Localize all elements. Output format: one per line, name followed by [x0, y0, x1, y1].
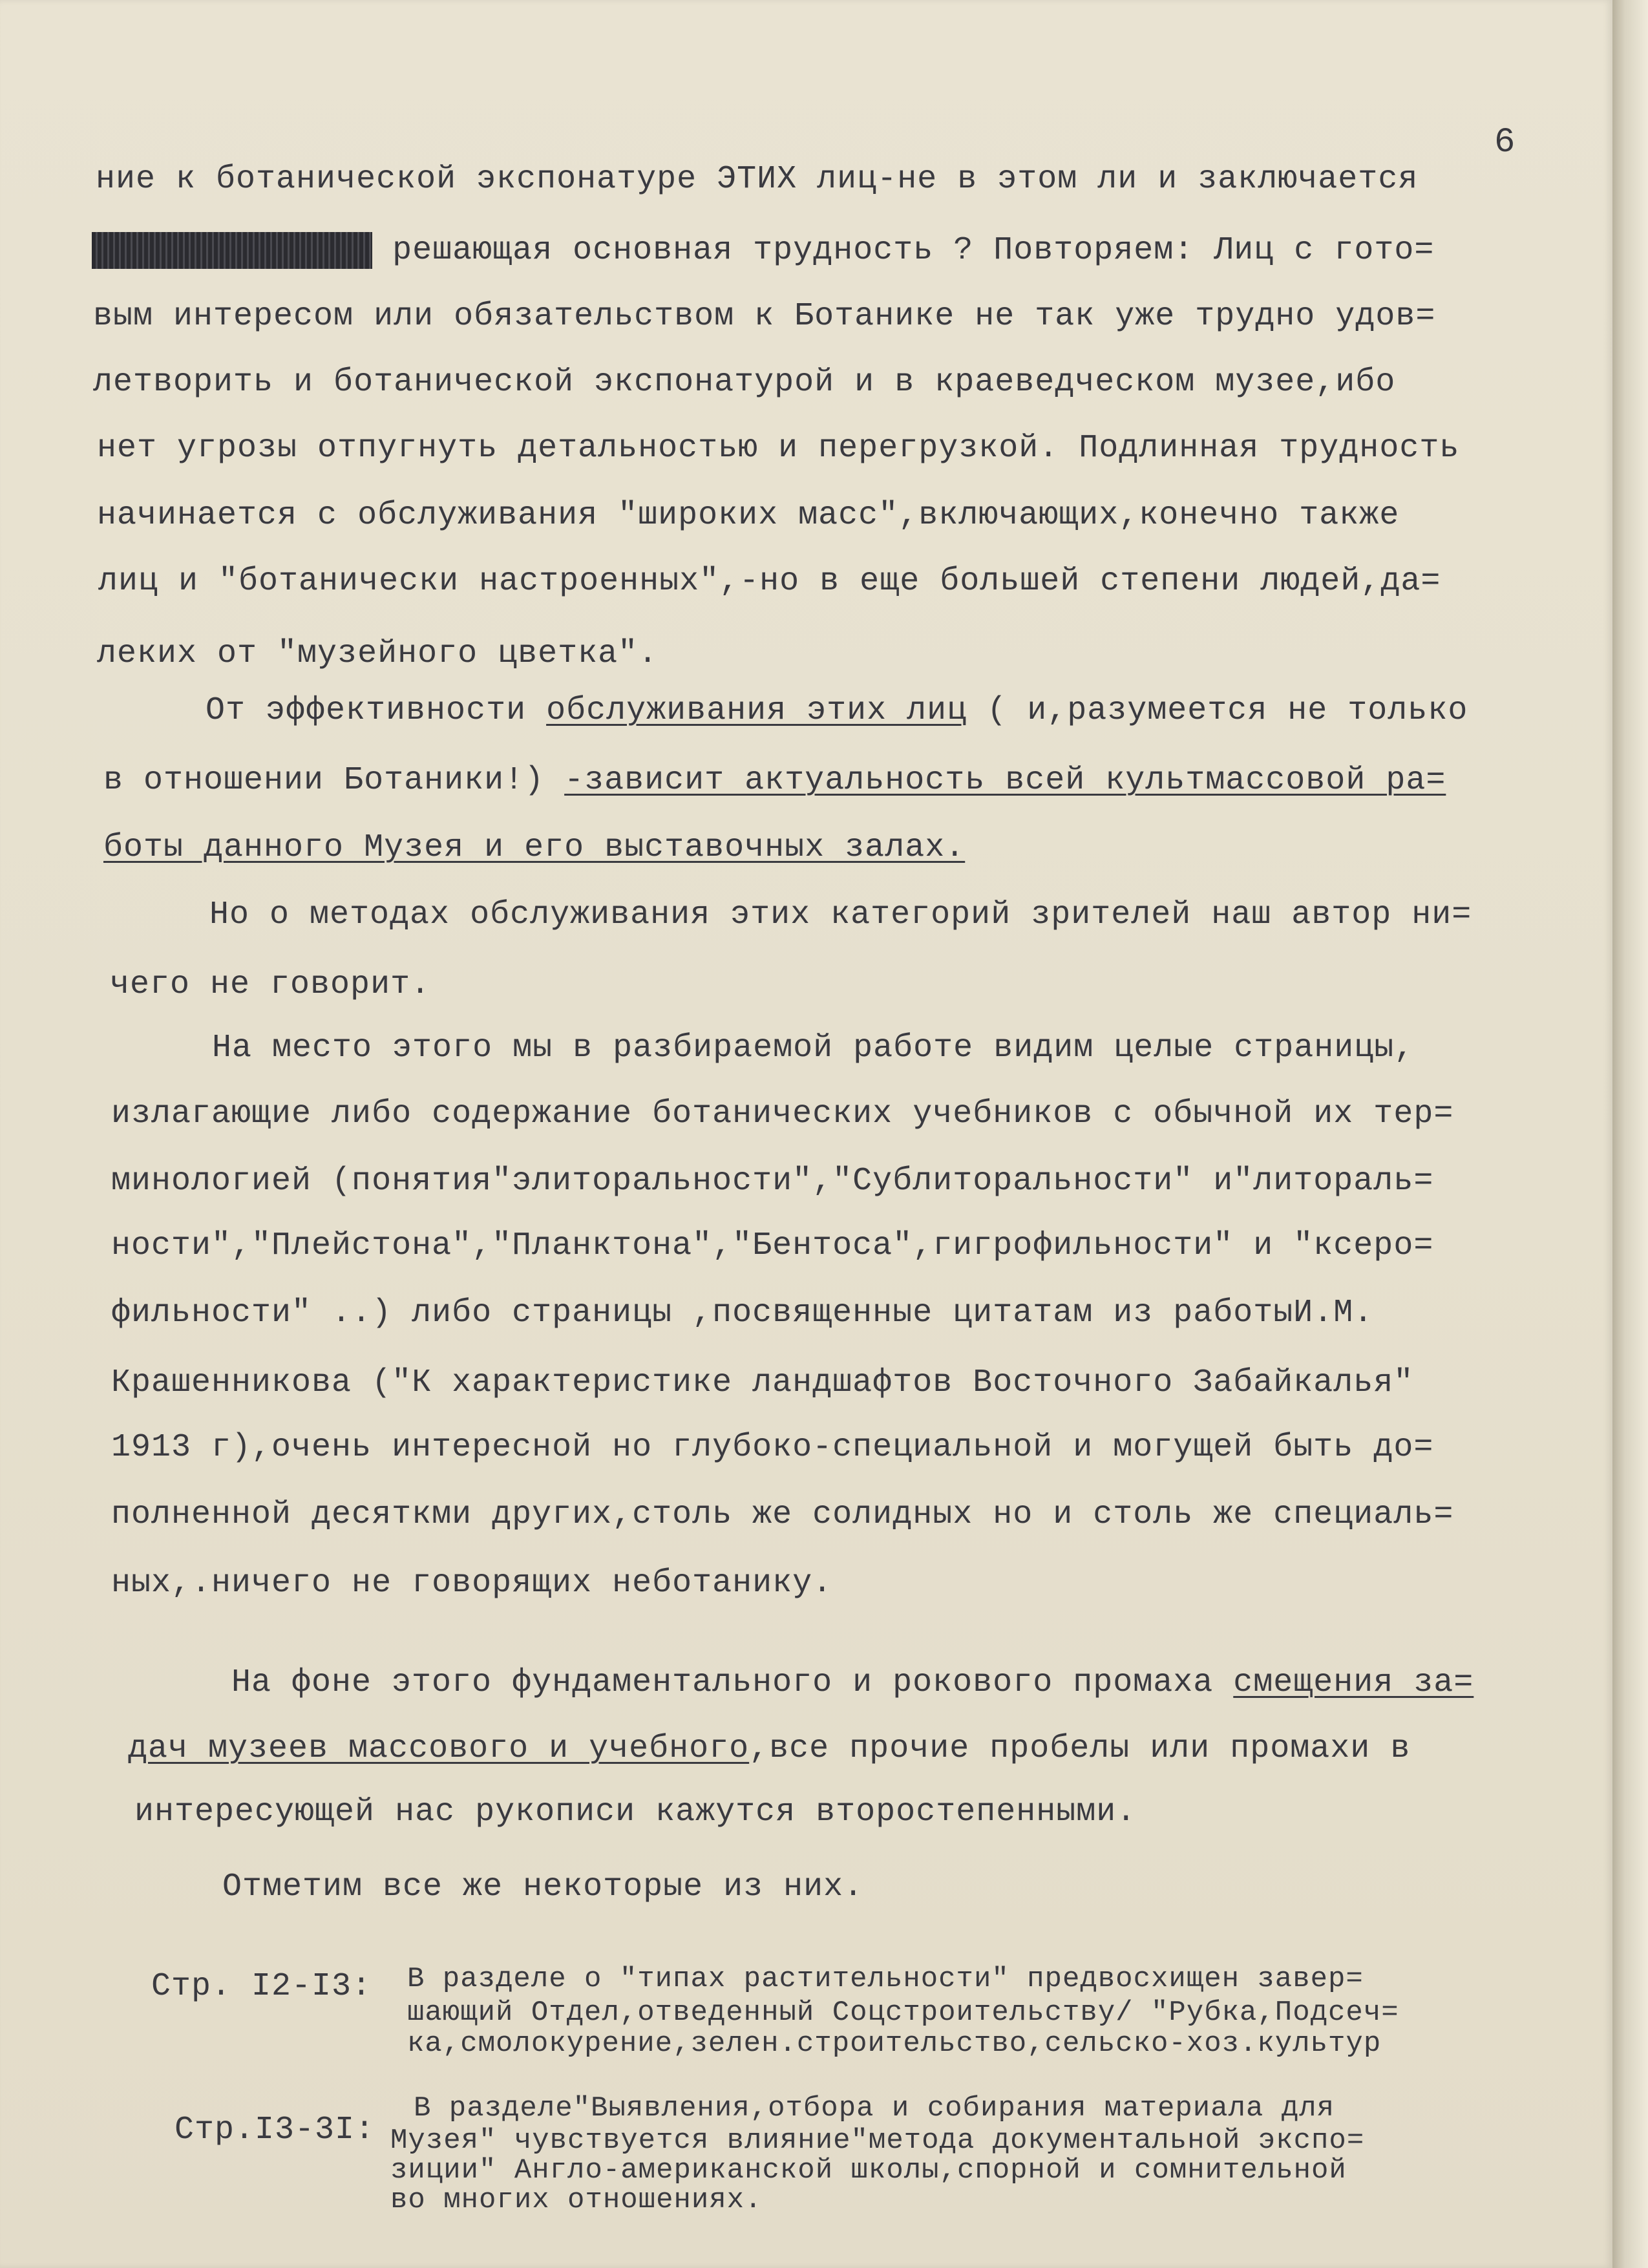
- text-line: Отметим все же некоторые из них.: [222, 1869, 864, 1905]
- text-line: вым интересом или обязательством к Ботанике не так уже трудно удов=: [93, 298, 1436, 335]
- note-line: Музея" чувствуется влияние"метода документальной экспо=: [390, 2125, 1365, 2157]
- note-line: во многих отношениях.: [390, 2184, 763, 2216]
- text-line: Но о методах обслуживания этих категорий зрителей наш автор ни=: [209, 896, 1472, 933]
- underlined-text: боты данного Музея и его выставочных залах.: [103, 829, 966, 866]
- text-line: чего не говорит.: [110, 966, 431, 1003]
- note-line: шающий Отдел,отведенный Соцстроительству/ "Рубка,Подсеч=: [407, 1997, 1399, 2029]
- text-line: [103, 829, 965, 867]
- text-line: лиц и "ботанически настроенных",-но в еще большей степени людей,да=: [98, 563, 1441, 600]
- text-line: нет угрозы отпугнуть детальностью и перегрузкой. Подлинная трудность: [97, 430, 1460, 467]
- text-line: Крашенникова ("К характеристике ландшафтов Восточного Забайкалья": [111, 1364, 1414, 1401]
- underlined-text: -зависит актуальность всей культмассовой ра=: [564, 762, 1446, 799]
- text-line: начинается с обслуживания "широких масс",включающих,конечно также: [97, 497, 1400, 534]
- note-label: Стр. I2-I3:: [151, 1968, 372, 2005]
- text-line: полненной десяткми других,столь же солидных но и столь же специаль=: [111, 1496, 1454, 1533]
- note-line: ка,смолокурение,зелен.строительство,сельско-хоз.культур: [407, 2028, 1382, 2060]
- text-line: минологией (понятия"элиторальности","Сублиторальности" и"литораль=: [111, 1163, 1434, 1200]
- text-line: 1913 г),очень интересной но глубоко-специальной и могущей быть до=: [111, 1429, 1434, 1466]
- text-line: ных,.ничего не говорящих неботанику.: [111, 1565, 833, 1602]
- note-line: В разделе"Выявления,отбора и собирания материала для: [414, 2092, 1335, 2125]
- text-line: фильности" ..) либо страницы ,посвященные цитатам из работыИ.М.: [111, 1295, 1374, 1331]
- text-line: решающая основная трудность ? Повторяем: Лиц с гото=: [92, 231, 1434, 270]
- underlined-text: обслуживания этих лиц: [546, 692, 967, 729]
- text-line: леких от "музейного цветка".: [97, 635, 659, 672]
- text-line: ние к ботанической экспонатуре ЭТИХ лиц-не в этом ли и заключается: [96, 161, 1419, 198]
- page-number: 6: [1494, 123, 1516, 162]
- struck-out-text: [92, 232, 372, 269]
- text-line: излагающие либо содержание ботанических учебников с обычной их тер=: [111, 1096, 1454, 1132]
- underlined-text: смещения за=: [1233, 1664, 1474, 1701]
- paper-edge: [1612, 0, 1648, 2268]
- note-line: зиции" Англо-американской школы,спорной и сомнительной: [390, 2154, 1347, 2187]
- text-line: в отношении Ботаники!) -зависит актуальность всей культмассовой ра=: [103, 762, 1446, 799]
- text-line: От эффективности обслуживания этих лиц ( и,разумеется не только: [206, 692, 1468, 729]
- note-label: Стр.I3-3I:: [174, 2112, 375, 2148]
- text-line: ности","Плейстона","Планктона","Бентоса",гигрофильности" и "ксеро=: [111, 1227, 1434, 1264]
- text-line: На фоне этого фундаментального и рокового промаха смещения за=: [231, 1664, 1474, 1701]
- note-line: В разделе о "типах растительности" предвосхищен завер=: [407, 1963, 1364, 1995]
- text-line: интересующей нас рукописи кажутся второстепенными.: [134, 1794, 1137, 1830]
- text-line: На место этого мы в разбираемой работе видим целые страницы,: [212, 1030, 1415, 1066]
- underlined-text: дач музеев массового и учебного: [128, 1730, 750, 1767]
- text-line: дач музеев массового и учебного,все прочие пробелы или промахи в: [128, 1730, 1411, 1767]
- text-line: летворить и ботанической экспонатурой и в краеведческом музее,ибо: [93, 364, 1396, 401]
